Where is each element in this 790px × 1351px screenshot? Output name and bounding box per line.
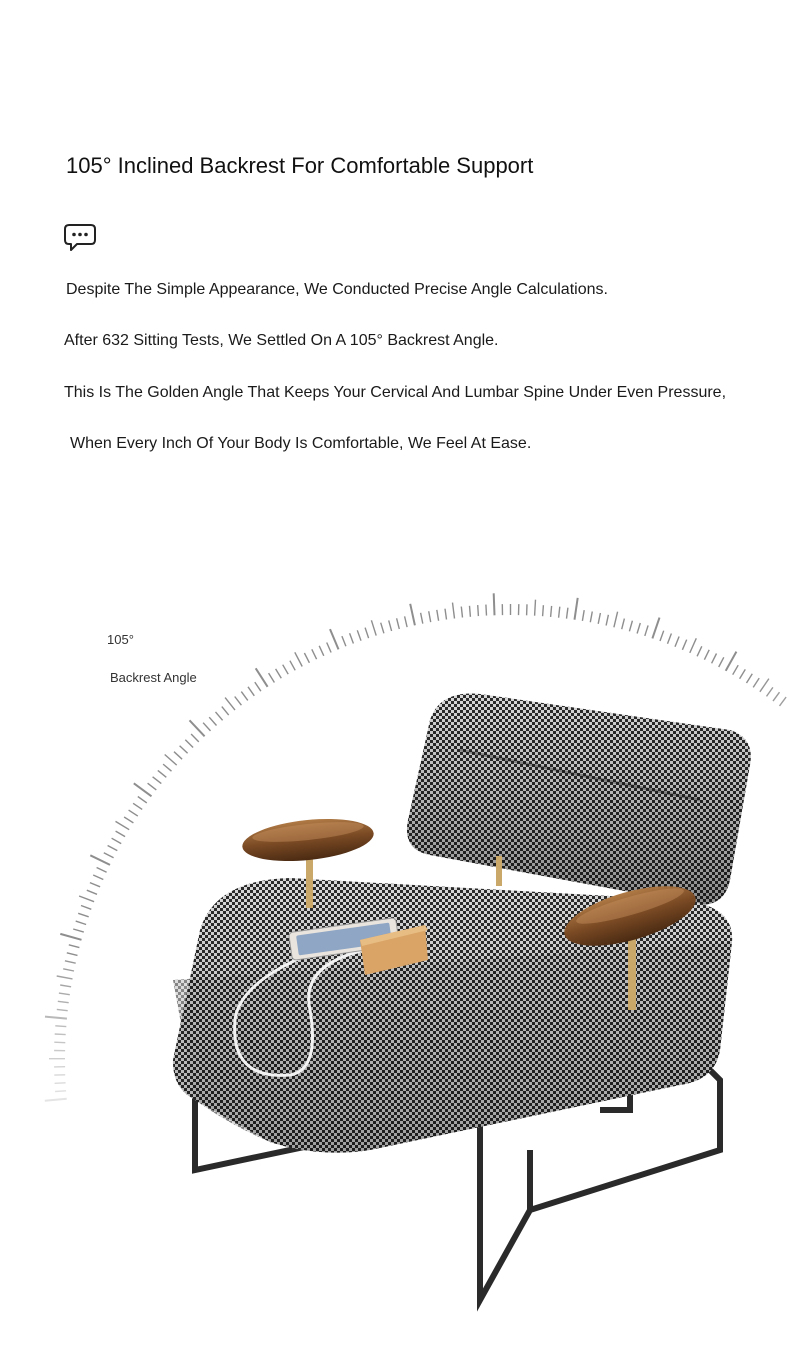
dial-tick — [129, 810, 138, 816]
chair-image — [160, 680, 770, 1320]
dial-tick — [304, 653, 309, 663]
dial-tick — [690, 638, 697, 653]
dial-tick — [421, 613, 423, 624]
dial-tick — [535, 600, 536, 616]
dial-tick — [606, 615, 608, 626]
dial-tick — [290, 661, 295, 671]
dial-tick — [697, 646, 702, 656]
dial-tick — [637, 623, 640, 634]
dial-tick — [79, 896, 94, 902]
dial-tick — [87, 890, 97, 894]
dial-tick — [134, 783, 152, 796]
dial-tick — [461, 607, 462, 618]
dial-tick — [97, 868, 107, 873]
dial-tick — [494, 593, 495, 615]
dial-tick — [470, 606, 471, 617]
dial-tick — [65, 961, 76, 963]
dial-tick — [330, 629, 339, 649]
dial-tick — [445, 609, 447, 620]
dial-tick — [90, 883, 100, 887]
dial-tick — [55, 1034, 66, 1035]
angle-value: 105° — [107, 632, 134, 647]
dial-tick — [327, 643, 331, 653]
dial-tick — [590, 612, 592, 623]
dial-tick — [660, 631, 664, 641]
dial-tick — [45, 1099, 67, 1101]
dial-tick — [733, 665, 739, 675]
dial-tick — [133, 803, 142, 809]
dial-tick — [668, 634, 672, 644]
dial-tick — [675, 637, 679, 647]
dial-tick — [69, 945, 80, 948]
dial-tick — [543, 605, 544, 616]
dial-tick — [575, 598, 578, 620]
dial-tick — [453, 603, 455, 619]
page-title: 105° Inclined Backrest For Comfortable Support — [66, 153, 534, 178]
dial-tick — [397, 618, 400, 629]
dial-tick — [276, 669, 282, 678]
dial-tick — [283, 665, 289, 675]
description-line-4: When Every Inch Of Your Body Is Comfortable, We Feel At Ease. — [70, 435, 532, 452]
dial-tick — [622, 619, 625, 630]
dial-tick — [116, 831, 126, 837]
dial-tick — [410, 604, 415, 626]
description-line-2: After 632 Sitting Tests, We Settled On A 105° Backrest Angle. — [64, 332, 499, 349]
dial-tick — [57, 976, 73, 979]
dial-tick — [138, 797, 147, 803]
dial-tick — [740, 669, 746, 678]
dial-tick — [780, 697, 787, 706]
dial-tick — [614, 612, 618, 628]
dial-tick — [682, 640, 686, 650]
dial-tick — [645, 625, 648, 636]
dial-tick — [559, 607, 560, 618]
dial-tick — [76, 921, 86, 924]
dial-tick — [295, 652, 302, 666]
dial-tick — [58, 1001, 69, 1002]
angle-label: Backrest Angle — [110, 670, 197, 685]
dial-tick — [73, 929, 84, 932]
dial-tick — [478, 605, 479, 616]
dial-tick — [719, 657, 724, 667]
dial-tick — [116, 821, 130, 829]
dial-tick — [78, 913, 89, 917]
dial-tick — [90, 855, 110, 865]
dial-tick — [389, 620, 392, 631]
dial-tick — [60, 934, 81, 940]
dial-tick — [350, 633, 354, 643]
dial-tick — [54, 1042, 65, 1043]
dial-tick — [63, 969, 74, 971]
dial-tick — [45, 1017, 67, 1019]
dial-tick — [124, 817, 133, 823]
dial-tick — [704, 650, 709, 660]
dial-tick — [148, 783, 157, 790]
dial-tick — [365, 628, 369, 639]
dial-tick — [551, 606, 552, 617]
dial-tick — [381, 623, 384, 634]
dial-tick — [108, 846, 118, 851]
dial-tick — [582, 610, 584, 621]
dial-tick — [486, 605, 487, 616]
dial-tick — [567, 608, 568, 619]
dial-tick — [429, 611, 431, 622]
dial-tick — [55, 1083, 66, 1084]
dial-tick — [437, 610, 439, 621]
dial-tick — [629, 621, 632, 632]
dial-tick — [726, 652, 737, 671]
dial-tick — [652, 618, 659, 639]
description-line-1: Despite The Simple Appearance, We Conducted Precise Angle Calculations. — [66, 281, 608, 298]
dial-tick — [104, 853, 114, 858]
dial-tick — [55, 1026, 66, 1027]
dial-tick — [319, 646, 324, 656]
dial-tick — [60, 985, 71, 987]
dial-tick — [59, 993, 70, 995]
dial-tick — [67, 953, 78, 956]
dial-tick — [598, 613, 600, 624]
dial-tick — [773, 692, 780, 701]
dial-tick — [55, 1091, 66, 1092]
dial-tick — [81, 906, 91, 910]
dial-tick — [93, 875, 103, 880]
dial-tick — [371, 620, 376, 635]
dial-tick — [112, 838, 122, 843]
dial-tick — [357, 630, 361, 640]
dial-tick — [405, 616, 408, 627]
dial-tick — [57, 1009, 68, 1010]
dial-tick — [712, 654, 717, 664]
dial-tick — [312, 649, 317, 659]
description-line-3: This Is The Golden Angle That Keeps Your Cervical And Lumbar Spine Under Even Pressure, — [64, 384, 727, 401]
dial-tick — [342, 636, 346, 646]
